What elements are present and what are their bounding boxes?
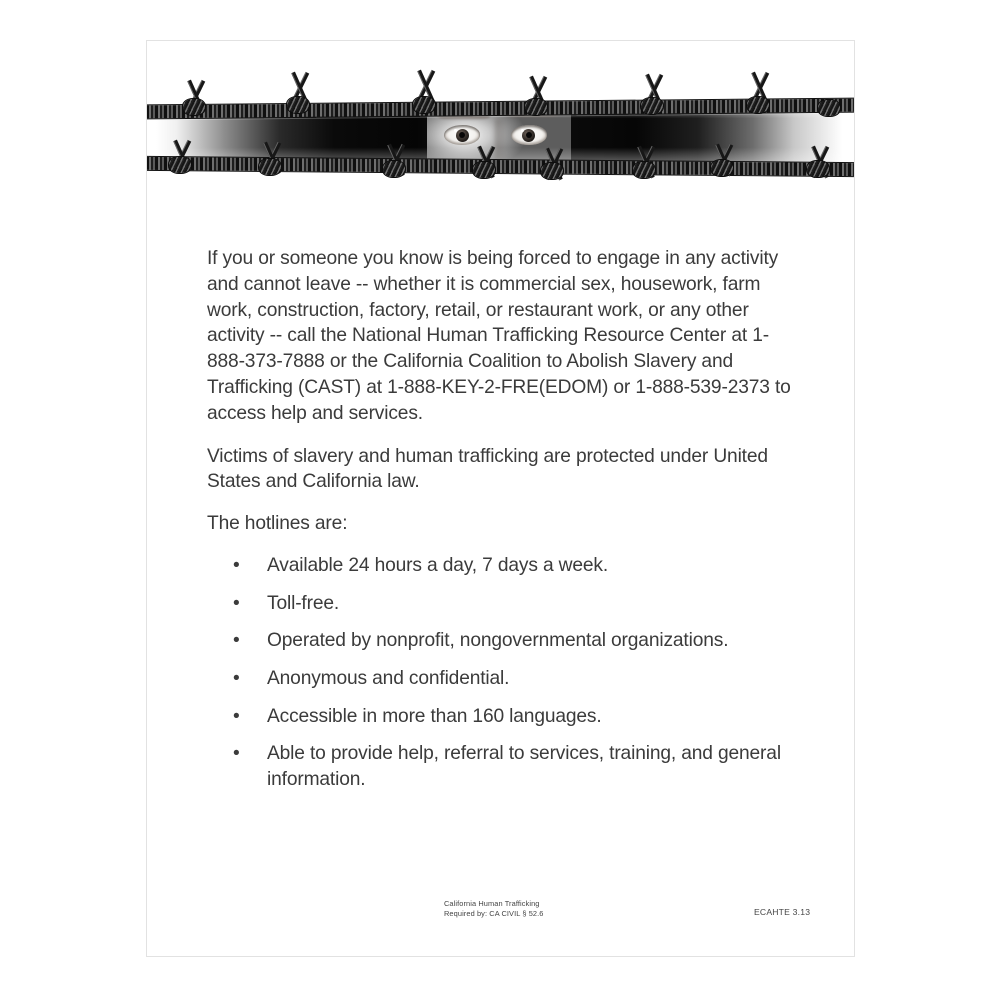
bullet-icon: • xyxy=(233,705,240,727)
notice-paragraph-protection: Victims of slavery and human trafficking are protected under United States and California law. xyxy=(207,445,768,493)
wire-knot xyxy=(633,162,655,178)
footer-citation-line-1: California Human Trafficking xyxy=(444,899,540,908)
list-item-label: Available 24 hours a day, 7 days a week. xyxy=(267,554,609,576)
list-item xyxy=(207,704,797,729)
hotline-features-list xyxy=(207,553,797,792)
wire-knot xyxy=(711,160,733,176)
list-item-label: Anonymous and confidential. xyxy=(267,668,510,690)
notice-paragraph-main: If you or someone you know is being forced to engage in any activity and cannot leave -- whether it is commercial sex, housework, farm work, construction, factory, retail, or restaurant work, or any other activity -- call the National Human Trafficking Resource Center at 1-888-373-7888 or the California Coalition to Abolish Slavery and Trafficking (CAST) at 1-888-KEY-2-FRE(EDOM) or 1-888-539-2373 to access help and services. xyxy=(207,248,791,424)
bullet-icon: • xyxy=(233,668,240,690)
wire-knot xyxy=(383,161,405,177)
footer-citation xyxy=(444,899,543,919)
wire-knot xyxy=(525,99,547,115)
wire-knot xyxy=(287,97,309,113)
list-item-label: Able to provide help, referral to services, training, and general information. xyxy=(267,743,781,790)
barbed-wire-banner-image xyxy=(156,83,842,187)
list-item-label: Toll-free. xyxy=(267,592,340,614)
notice-paragraph-hotlines-intro: The hotlines are: xyxy=(207,513,348,535)
list-item-label: Operated by nonprofit, nongovernmental organizations. xyxy=(267,630,729,652)
bullet-icon: • xyxy=(233,592,240,614)
footer-form-code: ECAHTE 3.13 xyxy=(754,907,811,917)
wire-knot xyxy=(473,162,495,178)
wire-knot xyxy=(259,159,281,175)
list-item xyxy=(207,741,797,791)
list-item-label: Accessible in more than 160 languages. xyxy=(267,705,602,727)
poster-page xyxy=(146,40,855,957)
notice-body xyxy=(207,246,797,804)
wire-knot xyxy=(818,100,840,116)
banner-band xyxy=(156,83,842,187)
bullet-icon: • xyxy=(233,743,240,765)
wire-knot xyxy=(541,163,563,179)
wire-knot xyxy=(641,98,663,114)
wire-knot xyxy=(183,99,205,115)
bullet-icon: • xyxy=(233,554,240,576)
list-item xyxy=(207,628,797,653)
wire-knot xyxy=(747,97,769,113)
wire-knot xyxy=(169,157,191,173)
wire-knot xyxy=(807,161,829,177)
footer-citation-line-2: Required by: CA CIVIL § 52.6 xyxy=(444,909,544,918)
list-item xyxy=(207,553,797,578)
list-item xyxy=(207,666,797,691)
wire-knot xyxy=(413,97,435,113)
bullet-icon: • xyxy=(233,630,240,652)
list-item xyxy=(207,591,797,616)
